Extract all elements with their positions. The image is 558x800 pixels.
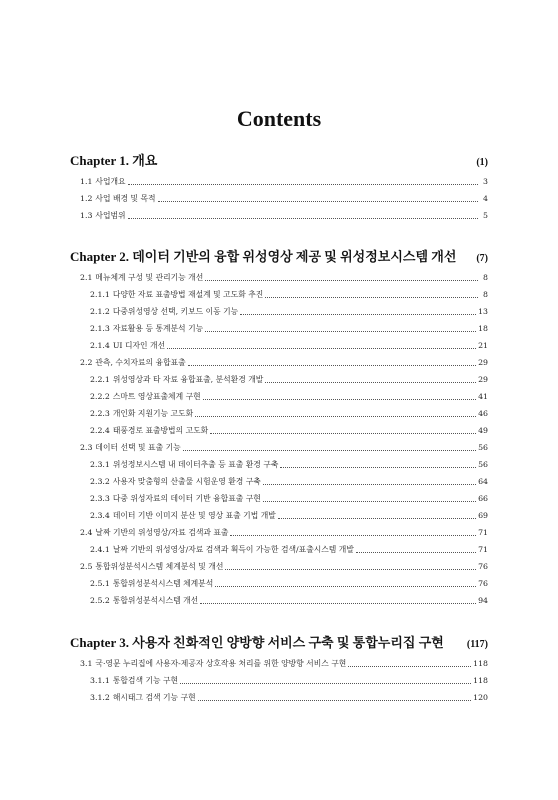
- dot-leader: [203, 398, 476, 400]
- entry-number: 2.1: [80, 273, 93, 282]
- entry-number: 2.2.4: [90, 426, 110, 435]
- entry-number: 2.1.3: [90, 324, 110, 333]
- entry-title: 다중위성영상 선택, 키보드 이동 기능: [112, 307, 239, 316]
- dot-leader: [215, 585, 476, 587]
- entry-title: 데이터 기반 이미지 분산 및 영상 표출 기법 개발: [112, 511, 276, 520]
- entry-title: 개인화 지원기능 고도화: [112, 409, 194, 418]
- toc-entry: [90, 372, 488, 385]
- dot-leader: [200, 602, 476, 604]
- dot-leader: [188, 364, 476, 366]
- chapter-heading: [70, 150, 488, 169]
- toc-entry: [90, 304, 488, 317]
- entry-title: UI 디자인 개선: [112, 341, 166, 350]
- entry-number: 2.2.1: [90, 375, 110, 384]
- entry-title: 해시태그 검색 기능 구현: [112, 693, 196, 702]
- entry-title: 국·영문 누리집에 사용자-제공자 상호작용 처리를 위한 양방향 서비스 구현: [95, 659, 347, 668]
- entry-title: 통합검색 기능 구현: [112, 676, 179, 685]
- entry-number: 2.3.4: [90, 511, 110, 520]
- toc-entry: [90, 389, 488, 402]
- entry-number: 2.1.4: [90, 341, 110, 350]
- dot-leader: [128, 217, 478, 219]
- chapter-heading: [70, 246, 488, 265]
- dot-leader: [183, 449, 476, 451]
- entry-number: 2.2: [80, 358, 93, 367]
- entry-page: 76: [478, 562, 488, 571]
- entry-title: 통합위성분석시스템 체계분석 및 개선: [95, 562, 224, 571]
- dot-leader: [280, 466, 476, 468]
- toc-entry: [90, 673, 488, 686]
- toc-entry: [90, 423, 488, 436]
- entry-number: 2.5: [80, 562, 93, 571]
- entry-number: 2.5.2: [90, 596, 110, 605]
- entry-page: 8: [483, 273, 488, 282]
- entry-title: 메뉴체계 구성 및 관리기능 개선: [95, 273, 204, 282]
- toc-entry: [80, 355, 488, 368]
- toc-entry: [90, 542, 488, 555]
- entry-page: 71: [478, 528, 488, 537]
- dot-leader: [240, 313, 476, 315]
- entry-page: 118: [473, 659, 488, 668]
- entry-title: 사용자 맞춤형의 산출물 시험운영 환경 구축: [112, 477, 261, 486]
- toc-entry: [80, 270, 488, 283]
- toc-entry: [90, 287, 488, 300]
- entry-title: 사업범위: [95, 211, 126, 220]
- toc-entry: [80, 174, 488, 187]
- entry-title: 태풍경로 표출방법의 고도화: [112, 426, 209, 435]
- chapter-title: Chapter 3. 사용자 친화적인 양방향 서비스 구축 및 통합누리집 구현: [70, 635, 444, 650]
- entry-page: 94: [478, 596, 488, 605]
- dot-leader: [356, 551, 476, 553]
- entry-page: 76: [478, 579, 488, 588]
- dot-leader: [205, 279, 478, 281]
- entry-page: 21: [478, 341, 488, 350]
- dot-leader: [180, 682, 471, 684]
- chapter-title: Chapter 1. 개요: [70, 153, 158, 168]
- dot-leader: [265, 296, 478, 298]
- entry-number: 3.1.2: [90, 693, 110, 702]
- entry-number: 1.1: [80, 177, 93, 186]
- entry-page: 29: [478, 375, 488, 384]
- entry-number: 2.3.1: [90, 460, 110, 469]
- chapter-page: (117): [466, 639, 488, 650]
- toc-entry: [80, 440, 488, 453]
- entry-number: 2.2.3: [90, 409, 110, 418]
- dot-leader: [195, 415, 476, 417]
- chapter-heading: [70, 632, 488, 651]
- entry-page: 41: [478, 392, 488, 401]
- toc-entry: [90, 690, 488, 703]
- toc-entry: [90, 457, 488, 470]
- toc-entry: [80, 559, 488, 572]
- dot-leader: [278, 517, 476, 519]
- entry-page: 120: [473, 693, 488, 702]
- entry-title: 사업개요: [95, 177, 126, 186]
- entry-number: 2.3.3: [90, 494, 110, 503]
- dot-leader: [348, 665, 471, 667]
- dot-leader: [263, 483, 476, 485]
- entry-page: 118: [473, 676, 488, 685]
- dot-leader: [198, 699, 472, 701]
- entry-page: 69: [478, 511, 488, 520]
- toc-entry: [80, 525, 488, 538]
- entry-page: 46: [478, 409, 488, 418]
- dot-leader: [205, 330, 476, 332]
- entry-title: 날짜 기반의 위성영상/자료 검색과 획득이 가능한 검색/표출시스템 개발: [112, 545, 354, 554]
- dot-leader: [158, 200, 478, 202]
- entry-number: 2.1.1: [90, 290, 110, 299]
- entry-number: 2.4: [80, 528, 93, 537]
- entry-number: 2.2.2: [90, 392, 110, 401]
- entry-number: 3.1.1: [90, 676, 110, 685]
- entry-title: 다양한 자료 표출방법 재설계 및 고도화 추진: [112, 290, 264, 299]
- entry-page: 49: [478, 426, 488, 435]
- toc-entry: [80, 656, 488, 669]
- entry-page: 4: [483, 194, 488, 203]
- entry-number: 2.3: [80, 443, 93, 452]
- entry-title: 자료활용 등 통계분석 기능: [112, 324, 204, 333]
- entry-title: 위성영상과 타 자료 융합표출, 분석환경 개발: [112, 375, 264, 384]
- dot-leader: [225, 568, 476, 570]
- entry-title: 관측, 수치자료의 융합표출: [95, 358, 186, 367]
- entry-page: 18: [478, 324, 488, 333]
- chapter-title: Chapter 2. 데이터 기반의 융합 위성영상 제공 및 위성정보시스템 개선: [70, 249, 457, 264]
- dot-leader: [210, 432, 476, 434]
- dot-leader: [128, 183, 478, 185]
- toc-entry: [90, 508, 488, 521]
- entry-number: 2.4.1: [90, 545, 110, 554]
- toc-entry: [90, 474, 488, 487]
- entry-page: 5: [483, 211, 488, 220]
- toc-entry: [90, 491, 488, 504]
- entry-title: 위성정보시스템 내 데이터추출 등 표출 환경 구축: [112, 460, 279, 469]
- entry-number: 2.1.2: [90, 307, 110, 316]
- toc-entry: [90, 338, 488, 351]
- entry-number: 1.2: [80, 194, 93, 203]
- entry-number: 1.3: [80, 211, 93, 220]
- entry-title: 스마트 영상표출체계 구현: [112, 392, 201, 401]
- entry-page: 8: [483, 290, 488, 299]
- page-title: Contents: [236, 106, 322, 131]
- entry-number: 2.3.2: [90, 477, 110, 486]
- toc-entry: [80, 191, 488, 204]
- entry-title: 통합위성분석시스템 체계분석: [112, 579, 214, 588]
- dot-leader: [263, 500, 476, 502]
- entry-title: 사업 배경 및 목적: [95, 194, 156, 203]
- toc-entry: [90, 406, 488, 419]
- entry-page: 56: [478, 460, 488, 469]
- chapter-page: (1): [476, 157, 488, 168]
- dot-leader: [230, 534, 476, 536]
- toc-entry: [90, 576, 488, 589]
- entry-title: 통합위성분석시스템 개선: [112, 596, 199, 605]
- toc-entry: [80, 208, 488, 221]
- entry-title: 날짜 기반의 위성영상/자료 검색과 표출: [95, 528, 229, 537]
- dot-leader: [167, 347, 476, 349]
- entry-page: 64: [478, 477, 488, 486]
- entry-title: 다중 위성자료의 데이터 기반 융합표출 구현: [112, 494, 261, 503]
- toc-entry: [90, 321, 488, 334]
- entry-page: 66: [478, 494, 488, 503]
- entry-page: 56: [478, 443, 488, 452]
- entry-page: 29: [478, 358, 488, 367]
- entry-number: 2.5.1: [90, 579, 110, 588]
- entry-title: 데이터 선택 및 표출 기능: [95, 443, 181, 452]
- entry-number: 3.1: [80, 659, 93, 668]
- toc-entry: [90, 593, 488, 606]
- chapter-page: (7): [476, 253, 488, 264]
- entry-page: 71: [478, 545, 488, 554]
- entry-page: 3: [483, 177, 488, 186]
- entry-page: 13: [478, 307, 488, 316]
- dot-leader: [265, 381, 476, 383]
